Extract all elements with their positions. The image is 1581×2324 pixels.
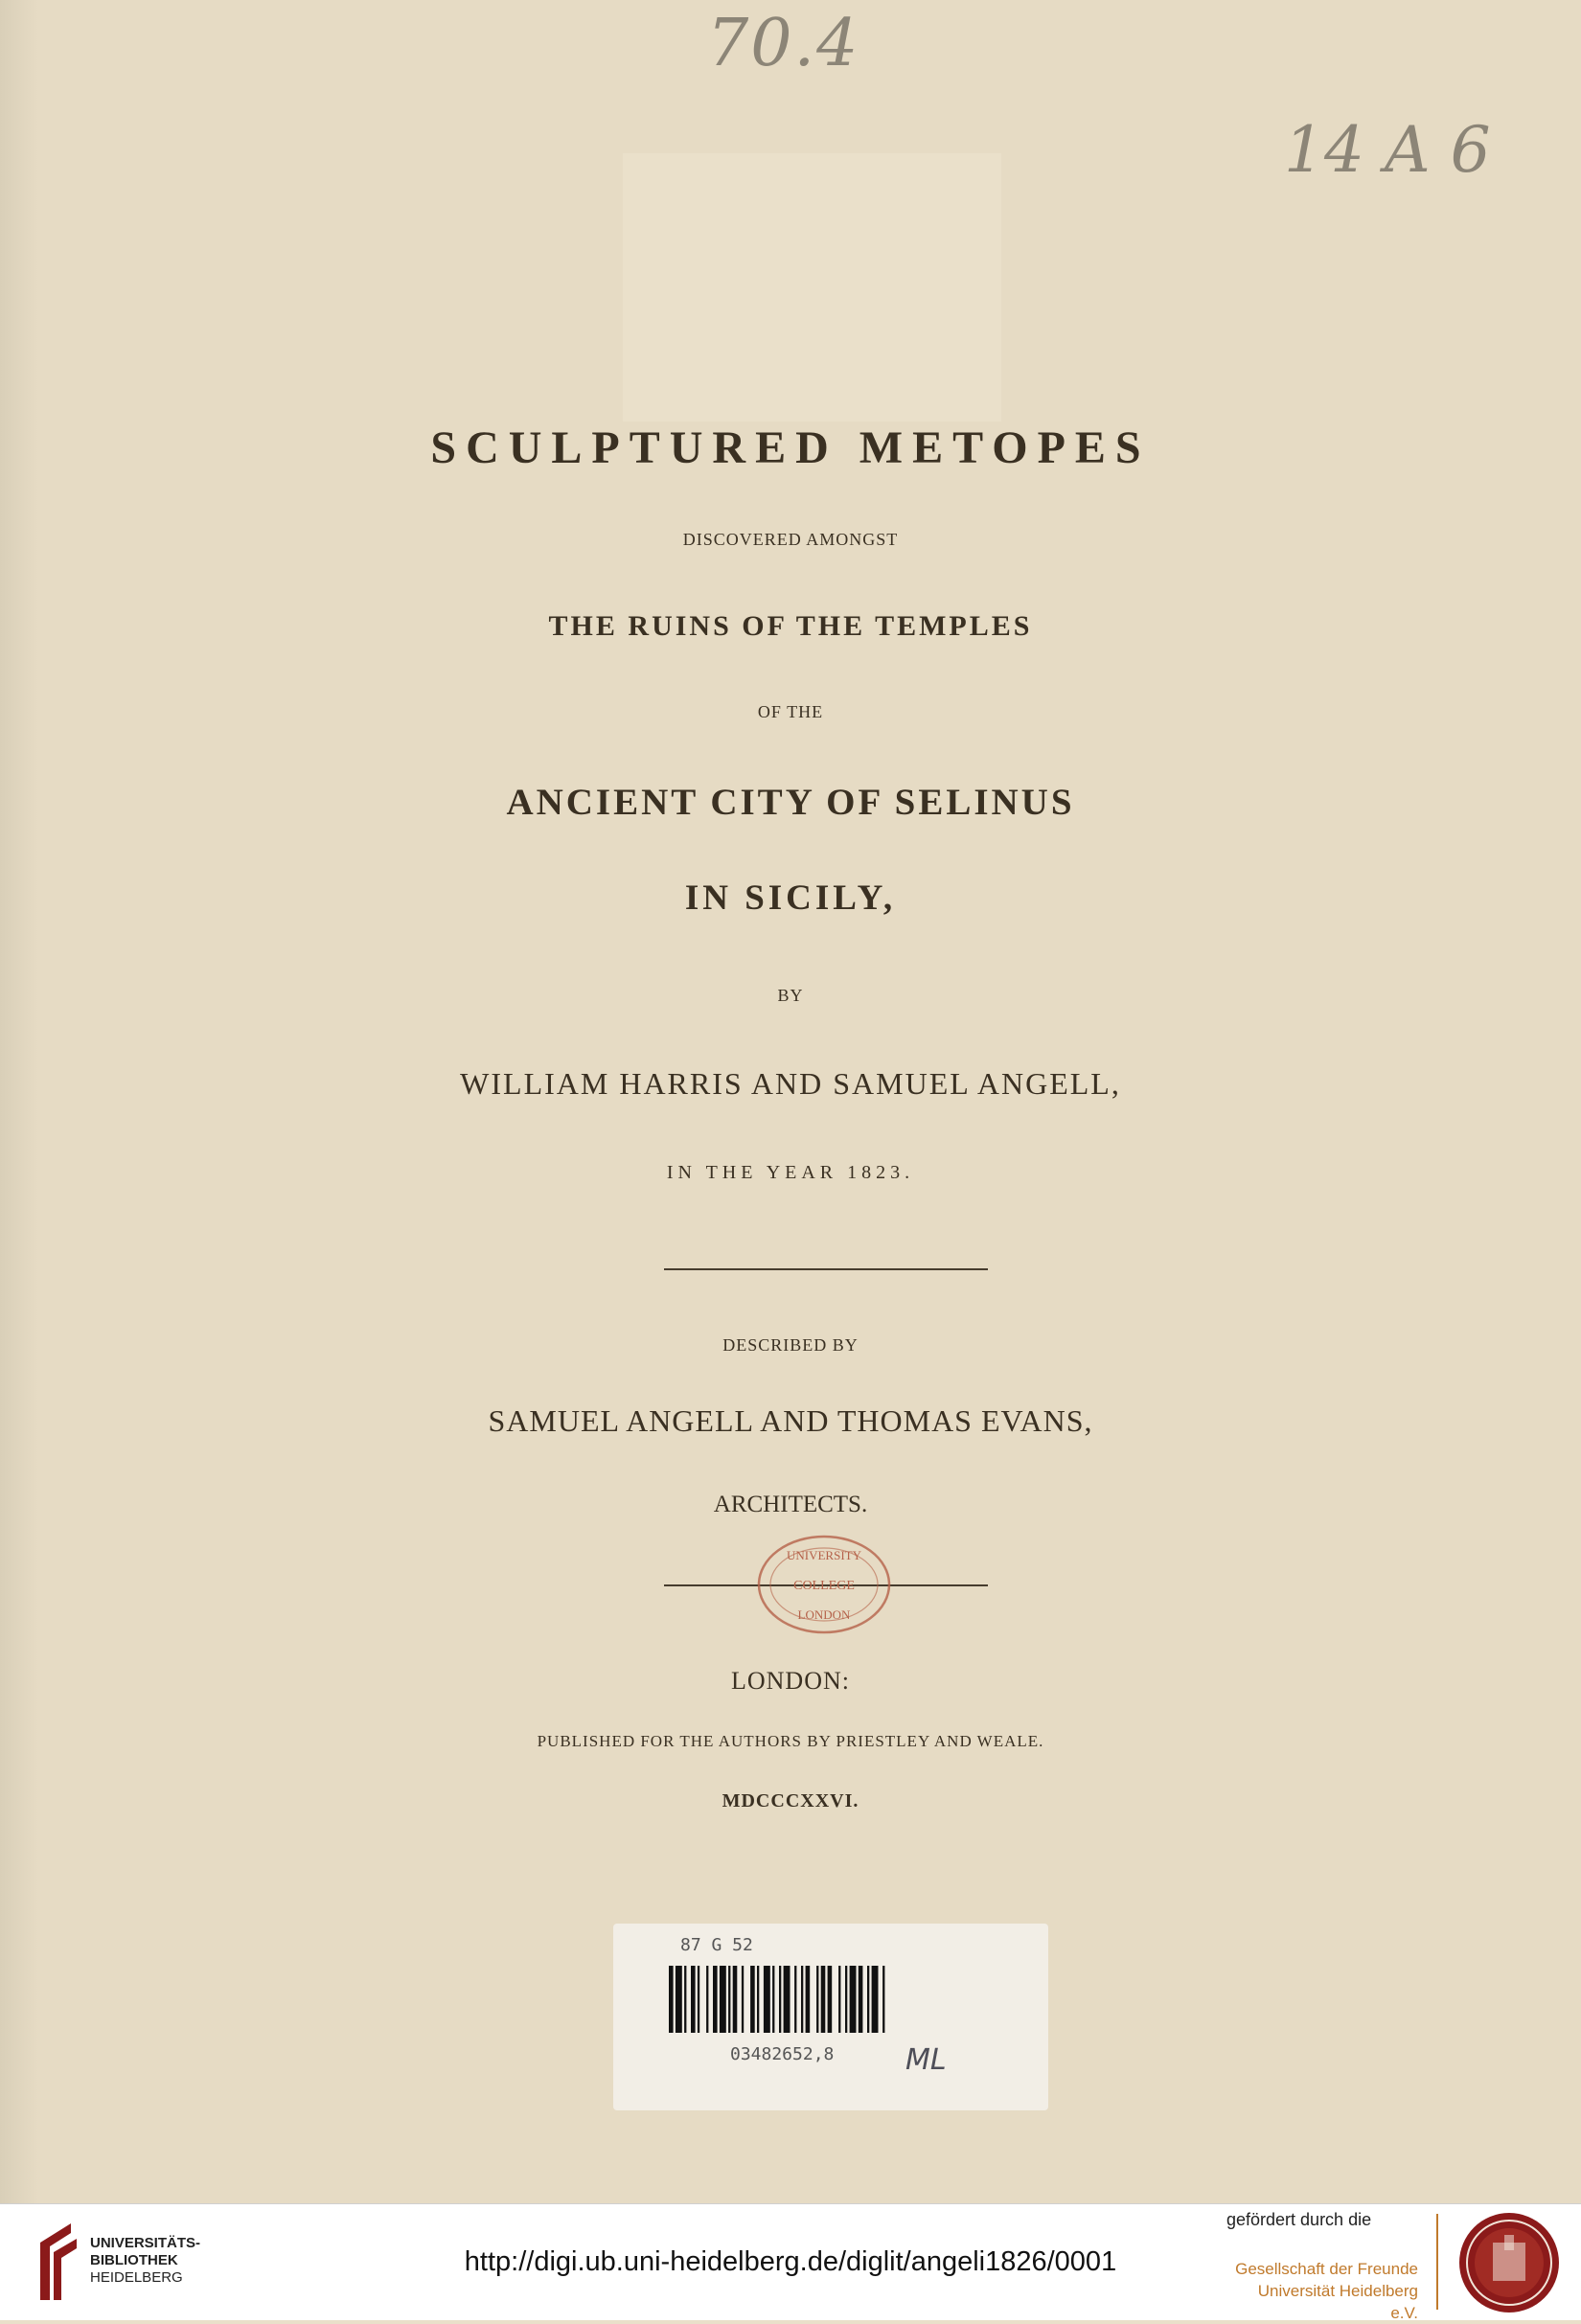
stamp-text-top: UNIVERSITY <box>787 1548 861 1562</box>
call-number: 87 G 52 <box>680 1935 753 1955</box>
footer-divider <box>1436 2214 1438 2310</box>
line-published: PUBLISHED FOR THE AUTHORS BY PRIESTLEY AND WEALE. <box>537 1732 1044 1750</box>
university-seal-icon <box>1456 2210 1562 2315</box>
line-authors: WILLIAM HARRIS AND SAMUEL ANGELL, <box>460 1066 1121 1101</box>
divider-rule <box>664 1268 988 1270</box>
stamp-text-bottom: LONDON <box>797 1607 851 1622</box>
barcode-number: 03482652,8 <box>730 2044 835 2064</box>
sponsor-name-line-1: Gesellschaft der Freunde <box>1235 2260 1418 2278</box>
sponsor-name[interactable] <box>1226 2258 1418 2324</box>
shelf-number-ink: 70.4 <box>707 6 860 81</box>
sponsor-name-line-2: Universität Heidelberg e.V. <box>1257 2282 1418 2322</box>
stamp-text-middle: COLLEGE <box>793 1579 855 1593</box>
line-ruins: THE RUINS OF THE TEMPLES <box>548 610 1033 642</box>
library-stamp <box>753 1531 895 1638</box>
line-described-by: DESCRIBED BY <box>722 1335 859 1355</box>
line-year: IN THE YEAR 1823. <box>666 1162 915 1183</box>
sponsor-label: gefördert durch die <box>1226 2210 1372 2229</box>
line-london: LONDON: <box>731 1667 850 1695</box>
title: SCULPTURED METOPES <box>430 422 1151 473</box>
line-of-the: OF THE <box>757 702 824 721</box>
barcode-icon <box>669 1966 993 2033</box>
binding-edge <box>0 0 38 2203</box>
line-by: BY <box>777 986 804 1005</box>
pencil-signature: 14 A 6 <box>1284 113 1491 187</box>
footer-bar <box>0 2203 1581 2320</box>
line-describers: SAMUEL ANGELL AND THOMAS EVANS, <box>488 1403 1093 1438</box>
line-date: MDCCCXXVI. <box>722 1790 859 1811</box>
library-name-line-2: BIBLIOTHEK <box>90 2252 178 2268</box>
line-discovered: DISCOVERED AMONGST <box>682 530 899 549</box>
removed-bookplate-mark <box>623 153 1001 422</box>
line-sicily: IN SICILY, <box>684 878 897 918</box>
library-name-line-1: UNIVERSITÄTS- <box>90 2235 201 2251</box>
shelf-label <box>613 1924 1048 2110</box>
library-name-line-3: HEIDELBERG <box>90 2269 183 2286</box>
line-city: ANCIENT CITY OF SELINUS <box>506 782 1075 823</box>
line-architects: ARCHITECTS. <box>713 1492 868 1517</box>
page-url[interactable]: http://digi.ub.uni-heidelberg.de/diglit/angeli1826/0001 <box>464 2246 1117 2277</box>
handwritten-initials: ML <box>905 2043 947 2077</box>
